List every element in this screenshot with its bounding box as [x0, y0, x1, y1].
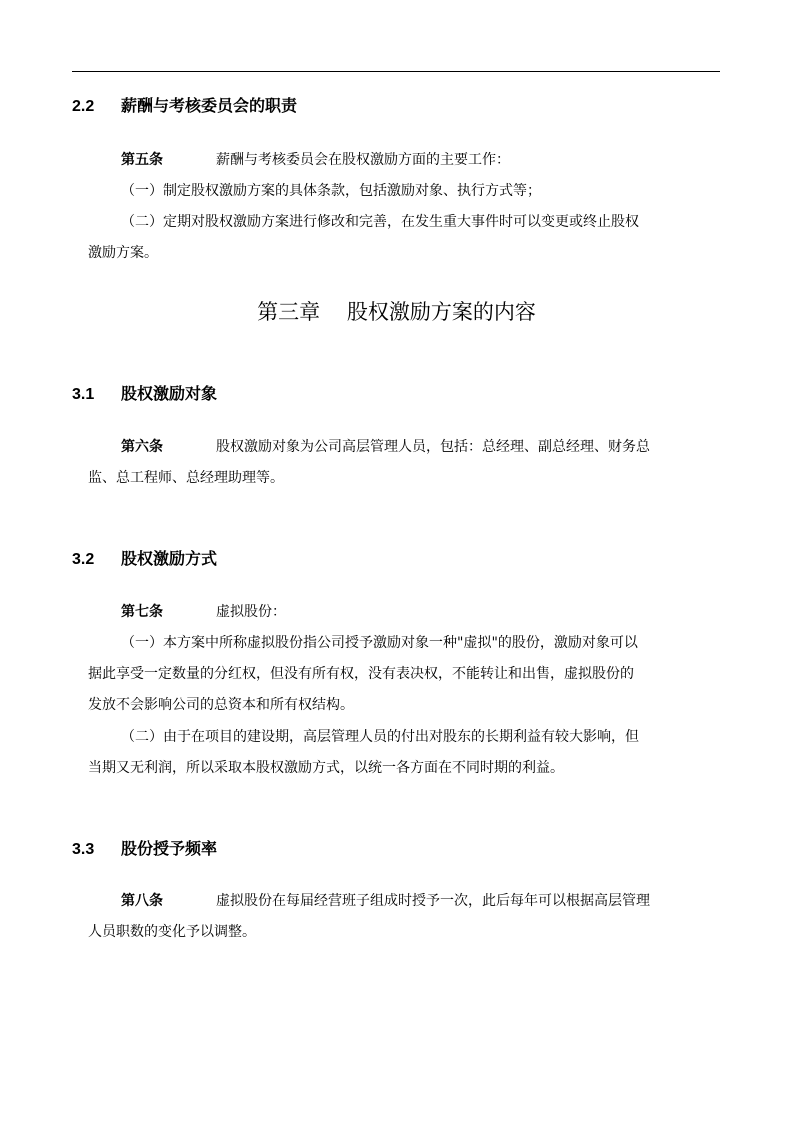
- section-heading-3-2: [72, 550, 217, 570]
- section-title: 股权激励对象: [121, 386, 218, 403]
- item-text-line-2: 当期又无利润，所以采取本股权激励方式，以统一各方面在不同时期的利益。: [88, 760, 564, 776]
- article-5-item-2: [88, 207, 716, 269]
- article-label: 第七条: [121, 604, 163, 620]
- article-7-item-2: [88, 722, 716, 784]
- section-number: 3.2: [72, 551, 95, 568]
- section-number: 3.1: [72, 386, 95, 403]
- article-7-item-1: [88, 628, 716, 721]
- section-number: 2.2: [72, 98, 95, 115]
- item-text-line-1: （二）定期对股权激励方案进行修改和完善，在发生重大事件时可以变更或终止股权: [121, 214, 639, 230]
- item-text-line-3: 发放不会影响公司的总资本和所有权结构。: [88, 697, 354, 713]
- section-heading-3-3: [72, 840, 217, 860]
- article-text-line-2: 人员职数的变化予以调整。: [88, 924, 256, 940]
- item-text-line-1: （一）本方案中所称虚拟股份指公司授予激励对象一种"虚拟"的股份，激励对象可以: [121, 635, 638, 651]
- article-text: 薪酬与考核委员会在股权激励方面的主要工作：: [216, 152, 510, 168]
- article-5-paragraph: [88, 145, 716, 176]
- article-text-line-2: 监、总工程师、总经理助理等。: [88, 470, 284, 486]
- section-title: 薪酬与考核委员会的职责: [121, 98, 298, 115]
- section-title: 股份授予频率: [121, 841, 218, 858]
- article-5-item-1: [88, 176, 716, 207]
- article-8-paragraph: [88, 886, 716, 948]
- article-6-paragraph: [88, 432, 716, 494]
- item-text: （一）制定股权激励方案的具体条款，包括激励对象、执行方式等；: [121, 183, 541, 199]
- article-7-paragraph: [88, 597, 716, 628]
- item-text-line-2: 据此享受一定数量的分红权，但没有所有权，没有表决权，不能转让和出售，虚拟股份的: [88, 666, 634, 682]
- article-label: 第五条: [121, 152, 163, 168]
- item-text-line-2: 激励方案。: [88, 245, 158, 261]
- section-number: 3.3: [72, 841, 95, 858]
- chapter-title: 第三章 股权激励方案的内容: [257, 300, 536, 324]
- article-text-line-1: 虚拟股份在每届经营班子组成时授予一次，此后每年可以根据高层管理: [216, 893, 650, 909]
- article-text-line-1: 股权激励对象为公司高层管理人员，包括：总经理、副总经理、财务总: [216, 439, 650, 455]
- section-title: 股权激励方式: [121, 551, 218, 568]
- article-text: 虚拟股份：: [216, 604, 286, 620]
- article-label: 第八条: [121, 893, 163, 909]
- section-heading-3-1: [72, 385, 217, 405]
- item-text-line-1: （二）由于在项目的建设期，高层管理人员的付出对股东的长期利益有较大影响，但: [121, 729, 639, 745]
- article-label: 第六条: [121, 439, 163, 455]
- section-heading-2-2: [72, 97, 297, 117]
- header-rule: [72, 71, 720, 72]
